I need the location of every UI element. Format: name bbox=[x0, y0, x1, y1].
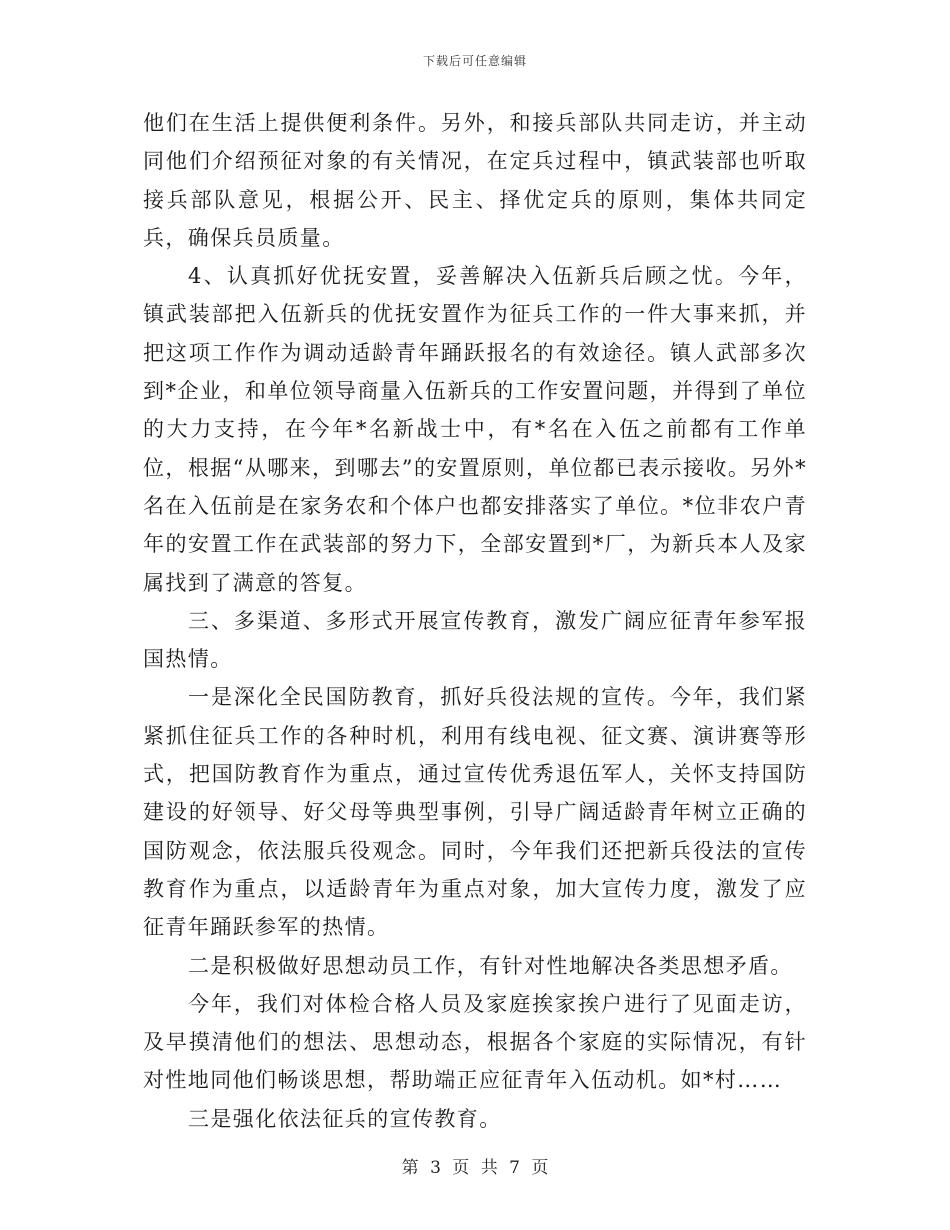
paragraph-5: 二是积极做好思想动员工作，有针对性地解决各类思想矛盾。 bbox=[188, 953, 793, 978]
page-header: 下载后可任意编辑 bbox=[422, 54, 527, 68]
page-footer: 第 3 页 共 7 页 bbox=[401, 1158, 549, 1178]
paragraph-1: 他们在生活上提供便利条件。另外，和接兵部队共同走访，并主动同他们介绍预征对象的有关情况，在定兵过程中，镇武装部也听取接兵部队意见，根据公开、民主、择优定兵的原则，集体共同定兵，确保兵员质量。 bbox=[143, 111, 807, 250]
paragraph-3: 三、多渠道、多形式开展宣传教育，激发广阔应征青年参军报国热情。 bbox=[143, 608, 807, 672]
paragraph-6: 今年，我们对体检合格人员及家庭挨家挨户进行了见面走访，及早摸清他们的想法、思想动态，根据各个家庭的实际情况，有针对性地同他们畅谈思想，帮助端正应征青年入伍动机。如*村…… bbox=[143, 991, 807, 1093]
document-body bbox=[143, 104, 807, 1138]
paragraph-2: 4、认真抓好优抚安置，妥善解决入伍新兵后顾之忧。今年，镇武装部把入伍新兵的优抚安置作为征兵工作的一件大事来抓，并把这项工作作为调动适龄青年踊跃报名的有效途径。镇人武部多次到*企业，和单位领导商量入伍新兵的工作安置问题，并得到了单位的大力支持，在今年*名新战士中，有*名在入伍之前都有工作单位，根据“从哪来，到哪去”的安置原则，单位都已表示接收。另外*名在入伍前是在家务农和个体户也都安排落实了单位。*位非农户青年的安置工作在武装部的努力下，全部安置到*厂，为新兵本人及家属找到了满意的答复。 bbox=[143, 264, 807, 595]
paragraph-7: 三是强化依法征兵的宣传教育。 bbox=[188, 1106, 502, 1131]
paragraph-4: 一是深化全民国防教育，抓好兵役法规的宣传。今年，我们紧紧抓住征兵工作的各种时机，利用有线电视、征文赛、演讲赛等形式，把国防教育作为重点，通过宣传优秀退伍军人，关怀支持国防建设的好领导、好父母等典型事例，引导广阔适龄青年树立正确的国防观念，依法服兵役观念。同时，今年我们还把新兵役法的宣传教育作为重点，以适龄青年为重点对象，加大宣传力度，激发了应征青年踊跃参军的热情。 bbox=[143, 685, 807, 940]
